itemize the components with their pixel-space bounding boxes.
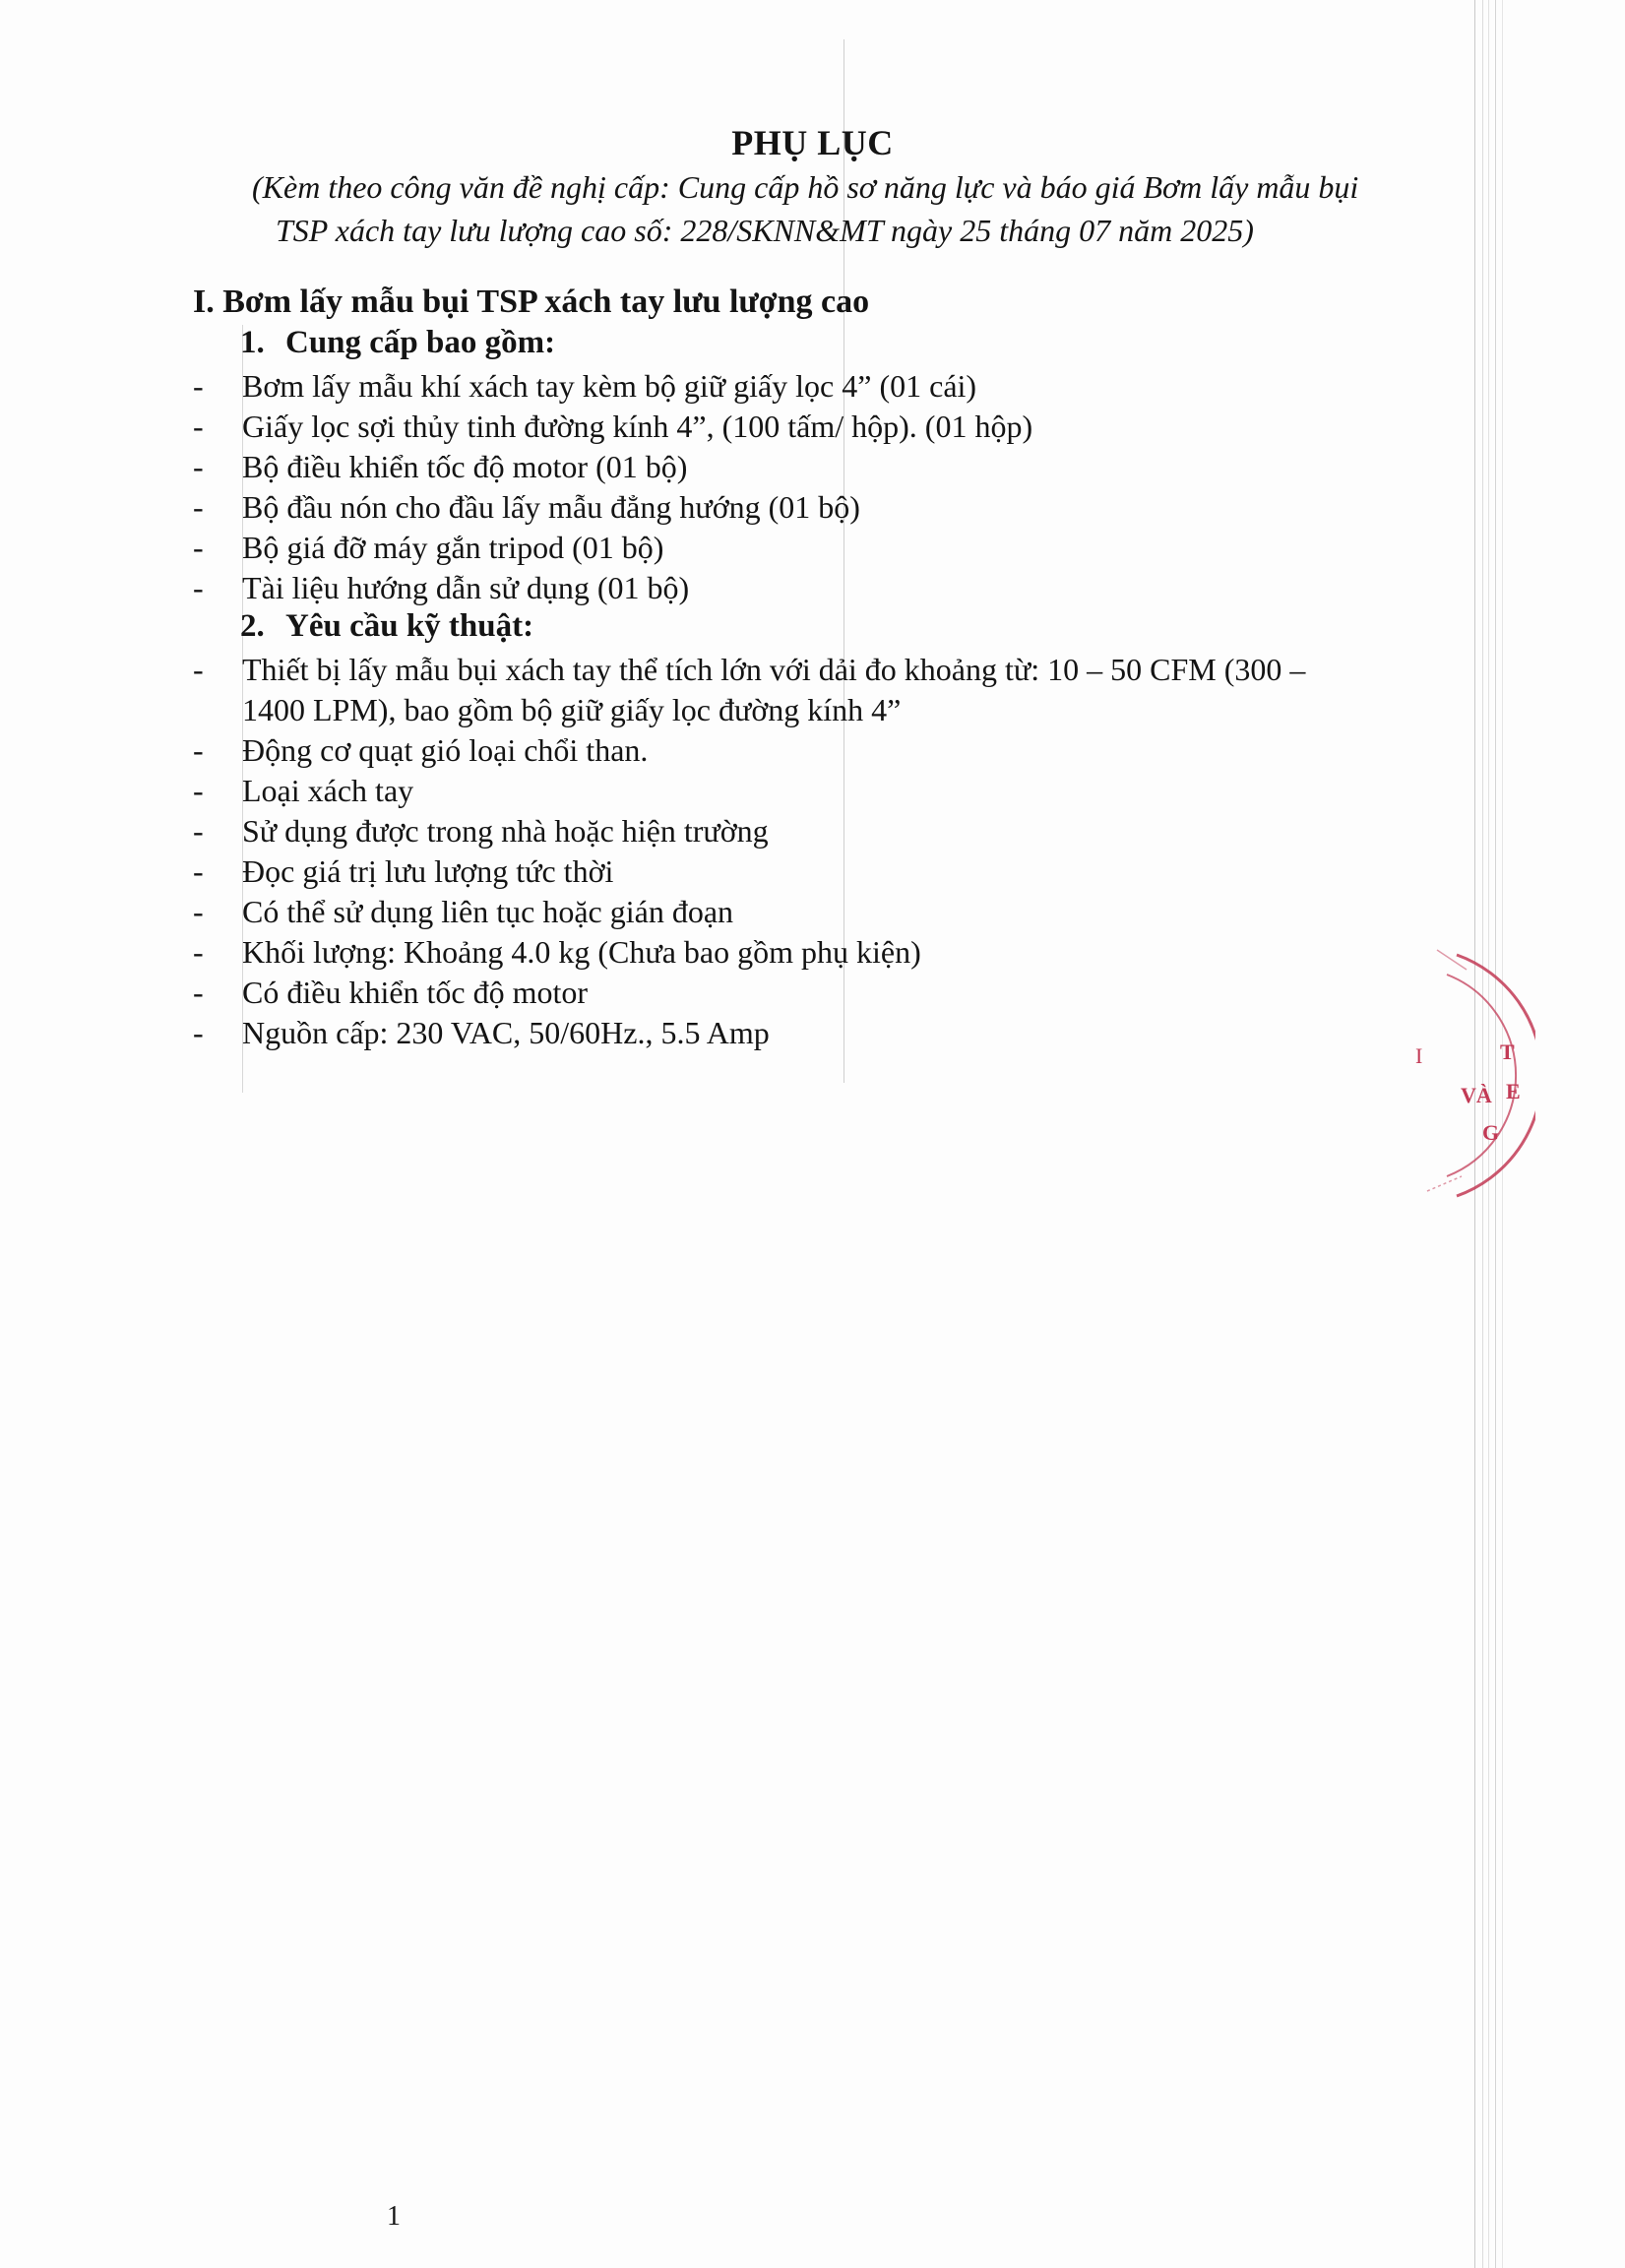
list-item-text: Khối lượng: Khoảng 4.0 kg (Chưa bao gồm phụ kiện) (242, 934, 921, 970)
seal-fragment: I (1415, 1043, 1423, 1068)
seal-fragment: G (1482, 1120, 1500, 1145)
seal-circle-icon (1398, 945, 1535, 1211)
subsection-title: Cung cấp bao gồm: (285, 325, 556, 360)
seal-fragment: T (1500, 1040, 1515, 1064)
list-item-text: Đọc giá trị lưu lượng tức thời (242, 853, 614, 889)
subsection-heading-1 (240, 325, 555, 361)
bullet-dash: - (193, 975, 204, 1010)
list-item-text: Bộ điều khiển tốc độ motor (01 bộ) (242, 449, 688, 484)
bullet-dash: - (193, 449, 204, 484)
list-item-text: Có thể sử dụng liên tục hoặc gián đoạn (242, 894, 734, 929)
list-item-text: Bộ giá đỡ máy gắn tripod (01 bộ) (242, 530, 664, 565)
bullet-dash: - (193, 368, 204, 404)
list-item-text: Thiết bị lấy mẫu bụi xách tay thể tích lớn với dải đo khoảng từ: 10 – 50 CFM (300 – (242, 652, 1306, 687)
bullet-dash: - (193, 489, 204, 525)
bullet-dash: - (193, 773, 204, 808)
page-number: 1 (387, 2201, 401, 2232)
page-title: PHỤ LỤC (731, 123, 894, 162)
list-item-text: Có điều khiển tốc độ motor (242, 975, 589, 1010)
list-item-text: Giấy lọc sợi thủy tinh đường kính 4”, (100 tấm/ hộp). (01 hộp) (242, 409, 1033, 444)
section-heading: I. Bơm lấy mẫu bụi TSP xách tay lưu lượng cao (193, 284, 870, 320)
list-item-text: Loại xách tay (242, 773, 414, 808)
bullet-dash: - (193, 570, 204, 605)
subsection-number: 2. (240, 608, 265, 644)
red-seal-stamp (1398, 945, 1535, 1211)
list-item-text: Nguồn cấp: 230 VAC, 50/60Hz., 5.5 Amp (242, 1015, 770, 1050)
seal-fragment: E (1506, 1079, 1521, 1103)
bullet-dash: - (193, 409, 204, 444)
list-item-text: Tài liệu hướng dẫn sử dụng (01 bộ) (242, 570, 690, 605)
subtitle-line-2: TSP xách tay lưu lượng cao số: 228/SKNN&MT ngày 25 tháng 07 năm 2025) (276, 213, 1254, 248)
bullet-dash: - (193, 813, 204, 849)
list-item-text: Động cơ quạt gió loại chổi than. (242, 732, 649, 768)
bullet-dash: - (193, 853, 204, 889)
bullet-dash: - (193, 652, 204, 687)
list-item-text: Sử dụng được trong nhà hoặc hiện trường (242, 813, 769, 849)
list-item-text: Bộ đầu nón cho đầu lấy mẫu đẳng hướng (01 bộ) (242, 489, 860, 525)
subtitle-line-1: (Kèm theo công văn đề nghị cấp: Cung cấp hồ sơ năng lực và báo giá Bơm lấy mẫu bụi (252, 169, 1359, 205)
bullet-dash: - (193, 934, 204, 970)
bullet-dash: - (193, 894, 204, 929)
bullet-dash: - (193, 530, 204, 565)
subsection-title: Yêu cầu kỹ thuật: (285, 608, 534, 644)
list-item-text-continued: 1400 LPM), bao gồm bộ giữ giấy lọc đường kính 4” (242, 692, 902, 727)
bullet-dash: - (193, 1015, 204, 1050)
bullet-dash: - (193, 732, 204, 768)
subsection-heading-2 (240, 608, 533, 645)
subsection-number: 1. (240, 325, 265, 360)
list-item-text: Bơm lấy mẫu khí xách tay kèm bộ giữ giấy lọc 4” (01 cái) (242, 368, 977, 404)
seal-fragment: VÀ (1461, 1083, 1492, 1107)
